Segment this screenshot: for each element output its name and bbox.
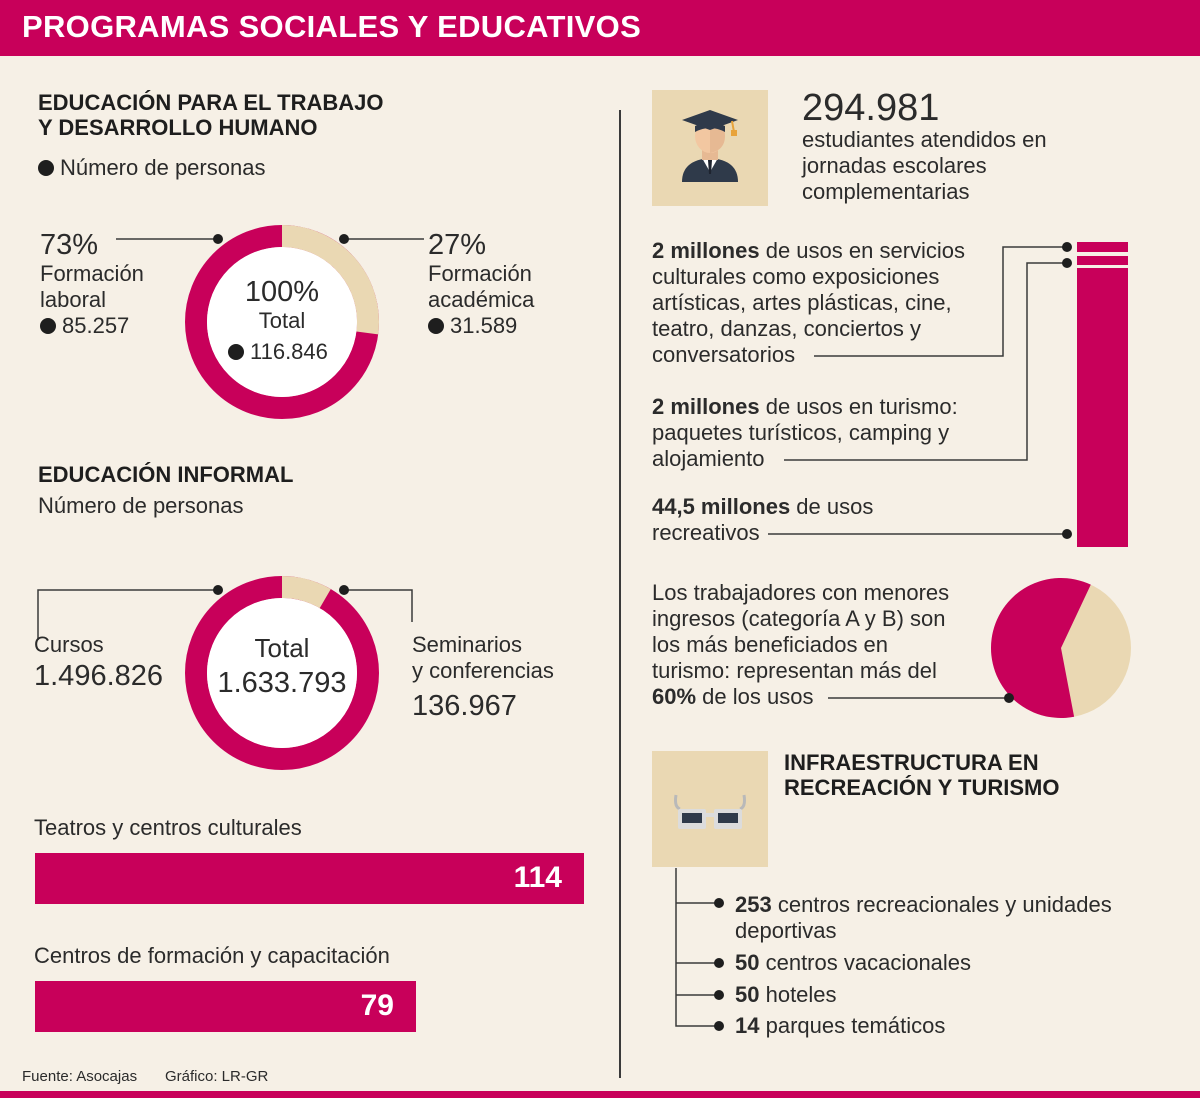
trabajadores-pie <box>820 570 1140 730</box>
usos-cultural-text: 2 millones de usos en servicios culturales como exposiciones artísticas, artes plásticas, cine, teatro, danzas, conciertos y conversatorios <box>652 238 966 367</box>
students-description: estudiantes atendidos en jornadas escolares complementarias <box>802 127 1047 204</box>
bar-value-teatros: 114 <box>513 861 562 894</box>
leader-dot-cursos <box>213 585 223 595</box>
infra-item: 50 centros vacacionales <box>735 950 972 975</box>
value-dot-icon <box>40 318 56 334</box>
bar-segment-cultural <box>1077 242 1128 252</box>
infra-item: 50 hoteles <box>735 982 837 1007</box>
label-formacion-academica: 27% Formación académica 31.589 <box>428 229 535 338</box>
footer-source: Fuente: Asocajas <box>22 1068 138 1085</box>
bar-centros-formacion <box>35 981 416 1032</box>
tree-dot-2 <box>714 958 724 968</box>
footer-bar <box>0 1091 1200 1098</box>
value-dot-icon <box>428 318 444 334</box>
edu-trabajo-heading: EDUCACIÓN PARA EL TRABAJO Y DESARROLLO HUMANO <box>38 90 384 140</box>
graduate-icon-box <box>652 90 768 206</box>
bar-segment-recreativo <box>1077 268 1128 547</box>
edu-informal-heading: EDUCACIÓN INFORMAL <box>38 462 294 487</box>
bar-segment-turismo <box>1077 256 1128 265</box>
bar-label-centros-formacion: Centros de formación y capacitación <box>34 943 390 968</box>
trabajadores-text: Los trabajadores con menores ingresos (categoría A y B) son los más beneficiados en turismo: representan más del 60% de los usos <box>652 580 950 709</box>
leader-dot-academica <box>339 234 349 244</box>
edu-informal-legend: Número de personas <box>38 493 244 518</box>
bar-teatros <box>35 853 584 904</box>
tree-dot-4 <box>714 1021 724 1031</box>
tree-dot-3 <box>714 990 724 1000</box>
donut2-center-text: Total 1.633.793 <box>217 633 347 699</box>
bar-value-centros-formacion: 79 <box>360 989 394 1022</box>
usos-recreativo-text: 44,5 millones de usos recreativos <box>652 494 874 545</box>
leader-dot-pie <box>1004 693 1014 703</box>
usos-turismo-text: 2 millones de usos en turismo: paquetes turísticos, camping y alojamiento <box>652 394 958 471</box>
infra-item: 253 centros recreacionales y unidades deportivas <box>735 892 1112 943</box>
label-cursos: Cursos 1.496.826 <box>34 632 164 692</box>
label-formacion-laboral: 73% Formación laboral 85.257 <box>40 229 144 338</box>
tree-dot-1 <box>714 898 724 908</box>
graduate-icon <box>652 90 768 206</box>
students-number: 294.981 <box>802 87 940 129</box>
value-dot-icon <box>228 344 244 360</box>
page-title: PROGRAMAS SOCIALES Y EDUCATIVOS <box>22 9 642 44</box>
donut-segment-seminarios <box>282 587 325 599</box>
edu-trabajo-legend: Número de personas <box>38 155 265 181</box>
footer-graphic: Gráfico: LR-GR <box>165 1068 269 1085</box>
tree-line-main <box>676 868 716 1026</box>
donut1-center-text: 100% Total <box>244 276 320 333</box>
leader-dot-cultural <box>1062 242 1072 252</box>
leader-dot-turismo <box>1062 258 1072 268</box>
infra-item: 14 parques temáticos <box>735 1013 946 1038</box>
glasses-icon <box>652 751 768 867</box>
leader-dot-seminarios <box>339 585 349 595</box>
leader-dot-laboral <box>213 234 223 244</box>
donut1-center-value: 116.846 <box>228 339 328 365</box>
leader-dot-recreativo <box>1062 529 1072 539</box>
bar-label-teatros: Teatros y centros culturales <box>34 815 302 840</box>
glasses-icon-box <box>652 751 768 867</box>
label-seminarios: Seminarios y conferencias 136.967 <box>412 632 554 722</box>
infra-heading: INFRAESTRUCTURA EN RECREACIÓN Y TURISMO <box>784 750 1060 800</box>
